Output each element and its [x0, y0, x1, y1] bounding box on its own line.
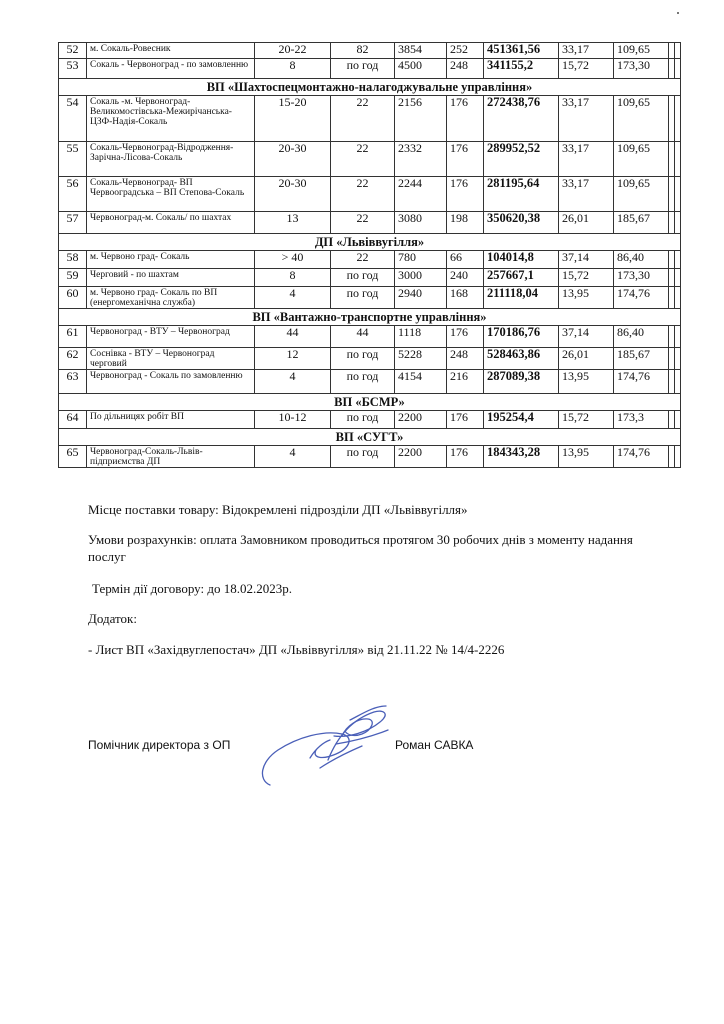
section-row	[59, 394, 681, 411]
route-cell: Черговий - по шахтам	[87, 269, 255, 287]
workers-cell: 4	[255, 446, 331, 468]
section-title: ВП «Вантажно-транспортне управління»	[59, 309, 681, 326]
row-number-cell: 65	[59, 446, 87, 468]
days-cell: 176	[447, 411, 484, 429]
workers-cell: 20-22	[255, 43, 331, 59]
rate-a-cell: 15,72	[559, 59, 614, 79]
amount-cell: 341155,2	[484, 59, 559, 79]
route-cell: Червоноград - Сокаль по замовленню	[87, 370, 255, 394]
section-title: ВП «Шахтоспецмонтажно-налагоджувальне управління»	[59, 79, 681, 96]
workers-cell: 10-12	[255, 411, 331, 429]
section-title: ВП «СУГТ»	[59, 429, 681, 446]
rate-a-cell: 33,17	[559, 142, 614, 177]
distance-cell: 2940	[395, 287, 447, 309]
distance-cell: 2244	[395, 177, 447, 212]
empty-cell	[675, 446, 681, 468]
row-number-cell: 59	[59, 269, 87, 287]
rate-b-cell: 109,65	[614, 43, 669, 59]
workers-cell: 8	[255, 59, 331, 79]
workers-cell: 44	[255, 326, 331, 348]
section-row	[59, 234, 681, 251]
rate-b-cell: 174,76	[614, 446, 669, 468]
row-number-cell: 56	[59, 177, 87, 212]
workers-cell: > 40	[255, 251, 331, 269]
table-row	[59, 177, 681, 212]
row-number-cell: 63	[59, 370, 87, 394]
row-number-cell: 62	[59, 348, 87, 370]
frequency-cell: по год	[331, 269, 395, 287]
workers-cell: 4	[255, 370, 331, 394]
section-title: ВП «БСМР»	[59, 394, 681, 411]
rate-b-cell: 173,30	[614, 59, 669, 79]
empty-cell	[675, 287, 681, 309]
frequency-cell: 22	[331, 142, 395, 177]
days-cell: 176	[447, 326, 484, 348]
row-number-cell: 61	[59, 326, 87, 348]
frequency-cell: по год	[331, 59, 395, 79]
days-cell: 168	[447, 287, 484, 309]
amount-cell: 184343,28	[484, 446, 559, 468]
empty-cell	[675, 177, 681, 212]
scan-speck	[677, 12, 679, 14]
frequency-cell: 22	[331, 251, 395, 269]
distance-cell: 1118	[395, 326, 447, 348]
days-cell: 176	[447, 446, 484, 468]
amount-cell: 287089,38	[484, 370, 559, 394]
distance-cell: 5228	[395, 348, 447, 370]
amount-cell: 211118,04	[484, 287, 559, 309]
workers-cell: 8	[255, 269, 331, 287]
frequency-cell: 22	[331, 212, 395, 234]
route-cell: м. Червоно град- Сокаль по ВП (енергомеханічна служба)	[87, 287, 255, 309]
section-row	[59, 429, 681, 446]
workers-cell: 20-30	[255, 177, 331, 212]
route-cell: Сокаль-Червоноград- ВП Червооградська – ВП Степова-Сокаль	[87, 177, 255, 212]
table-row	[59, 269, 681, 287]
table-row	[59, 446, 681, 468]
amount-cell: 350620,38	[484, 212, 559, 234]
rate-b-cell: 86,40	[614, 326, 669, 348]
amount-cell: 528463,86	[484, 348, 559, 370]
empty-cell	[675, 251, 681, 269]
days-cell: 248	[447, 348, 484, 370]
route-cell: По дільницях робіт ВП	[87, 411, 255, 429]
rate-b-cell: 173,3	[614, 411, 669, 429]
section-row	[59, 309, 681, 326]
table-row	[59, 43, 681, 59]
route-cell: Сокаль-Червоноград-Відродження- Зарічна-Лісова-Сокаль	[87, 142, 255, 177]
workers-cell: 15-20	[255, 96, 331, 142]
days-cell: 240	[447, 269, 484, 287]
distance-cell: 780	[395, 251, 447, 269]
frequency-cell: 82	[331, 43, 395, 59]
frequency-cell: по год	[331, 411, 395, 429]
frequency-cell: по год	[331, 287, 395, 309]
empty-cell	[675, 43, 681, 59]
distance-cell: 2200	[395, 411, 447, 429]
handwritten-signature	[250, 700, 410, 795]
amount-cell: 170186,76	[484, 326, 559, 348]
route-cell: Червоноград-м. Сокаль/ по шахтах	[87, 212, 255, 234]
empty-cell	[675, 348, 681, 370]
rate-b-cell: 173,30	[614, 269, 669, 287]
route-cell: Сокаль -м. Червоноград-Великомостівська-Межирічанська- ЦЗФ-Надія-Сокаль	[87, 96, 255, 142]
distance-cell: 2200	[395, 446, 447, 468]
rate-a-cell: 13,95	[559, 370, 614, 394]
rate-a-cell: 13,95	[559, 446, 614, 468]
route-cell: м. Сокаль-Ровесник	[87, 43, 255, 59]
empty-cell	[675, 269, 681, 287]
table-row	[59, 370, 681, 394]
empty-cell	[675, 96, 681, 142]
table-row	[59, 212, 681, 234]
days-cell: 252	[447, 43, 484, 59]
rate-b-cell: 174,76	[614, 287, 669, 309]
frequency-cell: 22	[331, 96, 395, 142]
row-number-cell: 52	[59, 43, 87, 59]
empty-cell	[675, 326, 681, 348]
rate-a-cell: 33,17	[559, 177, 614, 212]
table-row	[59, 326, 681, 348]
empty-cell	[675, 370, 681, 394]
rate-a-cell: 33,17	[559, 43, 614, 59]
table-row	[59, 142, 681, 177]
appendix-label: Додаток:	[88, 611, 137, 626]
days-cell: 66	[447, 251, 484, 269]
distance-cell: 3000	[395, 269, 447, 287]
amount-cell: 257667,1	[484, 269, 559, 287]
days-cell: 176	[447, 96, 484, 142]
workers-cell: 20-30	[255, 142, 331, 177]
route-cell: Соснівка - ВТУ – Червоноград черговий	[87, 348, 255, 370]
table-row	[59, 348, 681, 370]
amount-cell: 289952,52	[484, 142, 559, 177]
empty-cell	[675, 411, 681, 429]
days-cell: 198	[447, 212, 484, 234]
appendix-item: - Лист ВП «Західвуглепостач» ДП «Львіввугілля» від 21.11.22 № 14/4-2226	[88, 642, 505, 657]
route-cell: Червоноград - ВТУ – Червоноград	[87, 326, 255, 348]
rate-a-cell: 26,01	[559, 348, 614, 370]
days-cell: 216	[447, 370, 484, 394]
empty-cell	[675, 212, 681, 234]
frequency-cell: по год	[331, 446, 395, 468]
frequency-cell: по год	[331, 348, 395, 370]
row-number-cell: 55	[59, 142, 87, 177]
frequency-cell: 44	[331, 326, 395, 348]
workers-cell: 13	[255, 212, 331, 234]
contract-term: Термін дії договору: до 18.02.2023р.	[92, 581, 292, 596]
rate-a-cell: 37,14	[559, 326, 614, 348]
row-number-cell: 58	[59, 251, 87, 269]
amount-cell: 272438,76	[484, 96, 559, 142]
delivery-place: Місце поставки товару: Відокремлені підрозділи ДП «Львіввугілля»	[88, 502, 468, 517]
section-title: ДП «Львіввугілля»	[59, 234, 681, 251]
rate-b-cell: 185,67	[614, 212, 669, 234]
signatory-name: Роман САВКА	[395, 738, 474, 752]
rate-b-cell: 109,65	[614, 142, 669, 177]
row-number-cell: 64	[59, 411, 87, 429]
days-cell: 176	[447, 142, 484, 177]
rate-a-cell: 13,95	[559, 287, 614, 309]
distance-cell: 4500	[395, 59, 447, 79]
amount-cell: 281195,64	[484, 177, 559, 212]
distance-cell: 3854	[395, 43, 447, 59]
workers-cell: 4	[255, 287, 331, 309]
route-cell: Сокаль - Червоноград - по замовленню	[87, 59, 255, 79]
route-cell: Червоноград-Сокаль-Львів-підприємства ДП	[87, 446, 255, 468]
row-number-cell: 57	[59, 212, 87, 234]
rate-b-cell: 86,40	[614, 251, 669, 269]
rate-a-cell: 33,17	[559, 96, 614, 142]
rate-b-cell: 109,65	[614, 96, 669, 142]
days-cell: 176	[447, 177, 484, 212]
route-cell: м. Червоно град- Сокаль	[87, 251, 255, 269]
row-number-cell: 60	[59, 287, 87, 309]
frequency-cell: 22	[331, 177, 395, 212]
rate-b-cell: 185,67	[614, 348, 669, 370]
rate-b-cell: 174,76	[614, 370, 669, 394]
workers-cell: 12	[255, 348, 331, 370]
rate-a-cell: 15,72	[559, 269, 614, 287]
distance-cell: 2156	[395, 96, 447, 142]
amount-cell: 451361,56	[484, 43, 559, 59]
table-row	[59, 96, 681, 142]
distance-cell: 3080	[395, 212, 447, 234]
empty-cell	[675, 59, 681, 79]
amount-cell: 195254,4	[484, 411, 559, 429]
amount-cell: 104014,8	[484, 251, 559, 269]
row-number-cell: 54	[59, 96, 87, 142]
distance-cell: 2332	[395, 142, 447, 177]
table-row	[59, 411, 681, 429]
frequency-cell: по год	[331, 370, 395, 394]
rate-a-cell: 26,01	[559, 212, 614, 234]
payment-terms: Умови розрахунків: оплата Замовником проводиться протягом 30 робочих днів з моменту надання послуг	[88, 532, 633, 564]
table-row	[59, 59, 681, 79]
rate-b-cell: 109,65	[614, 177, 669, 212]
transport-schedule-table	[58, 42, 681, 468]
days-cell: 248	[447, 59, 484, 79]
rate-a-cell: 15,72	[559, 411, 614, 429]
row-number-cell: 53	[59, 59, 87, 79]
signatory-position: Помічник директора з ОП	[88, 738, 231, 752]
rate-a-cell: 37,14	[559, 251, 614, 269]
distance-cell: 4154	[395, 370, 447, 394]
section-row	[59, 79, 681, 96]
table-row	[59, 287, 681, 309]
table-row	[59, 251, 681, 269]
empty-cell	[675, 142, 681, 177]
